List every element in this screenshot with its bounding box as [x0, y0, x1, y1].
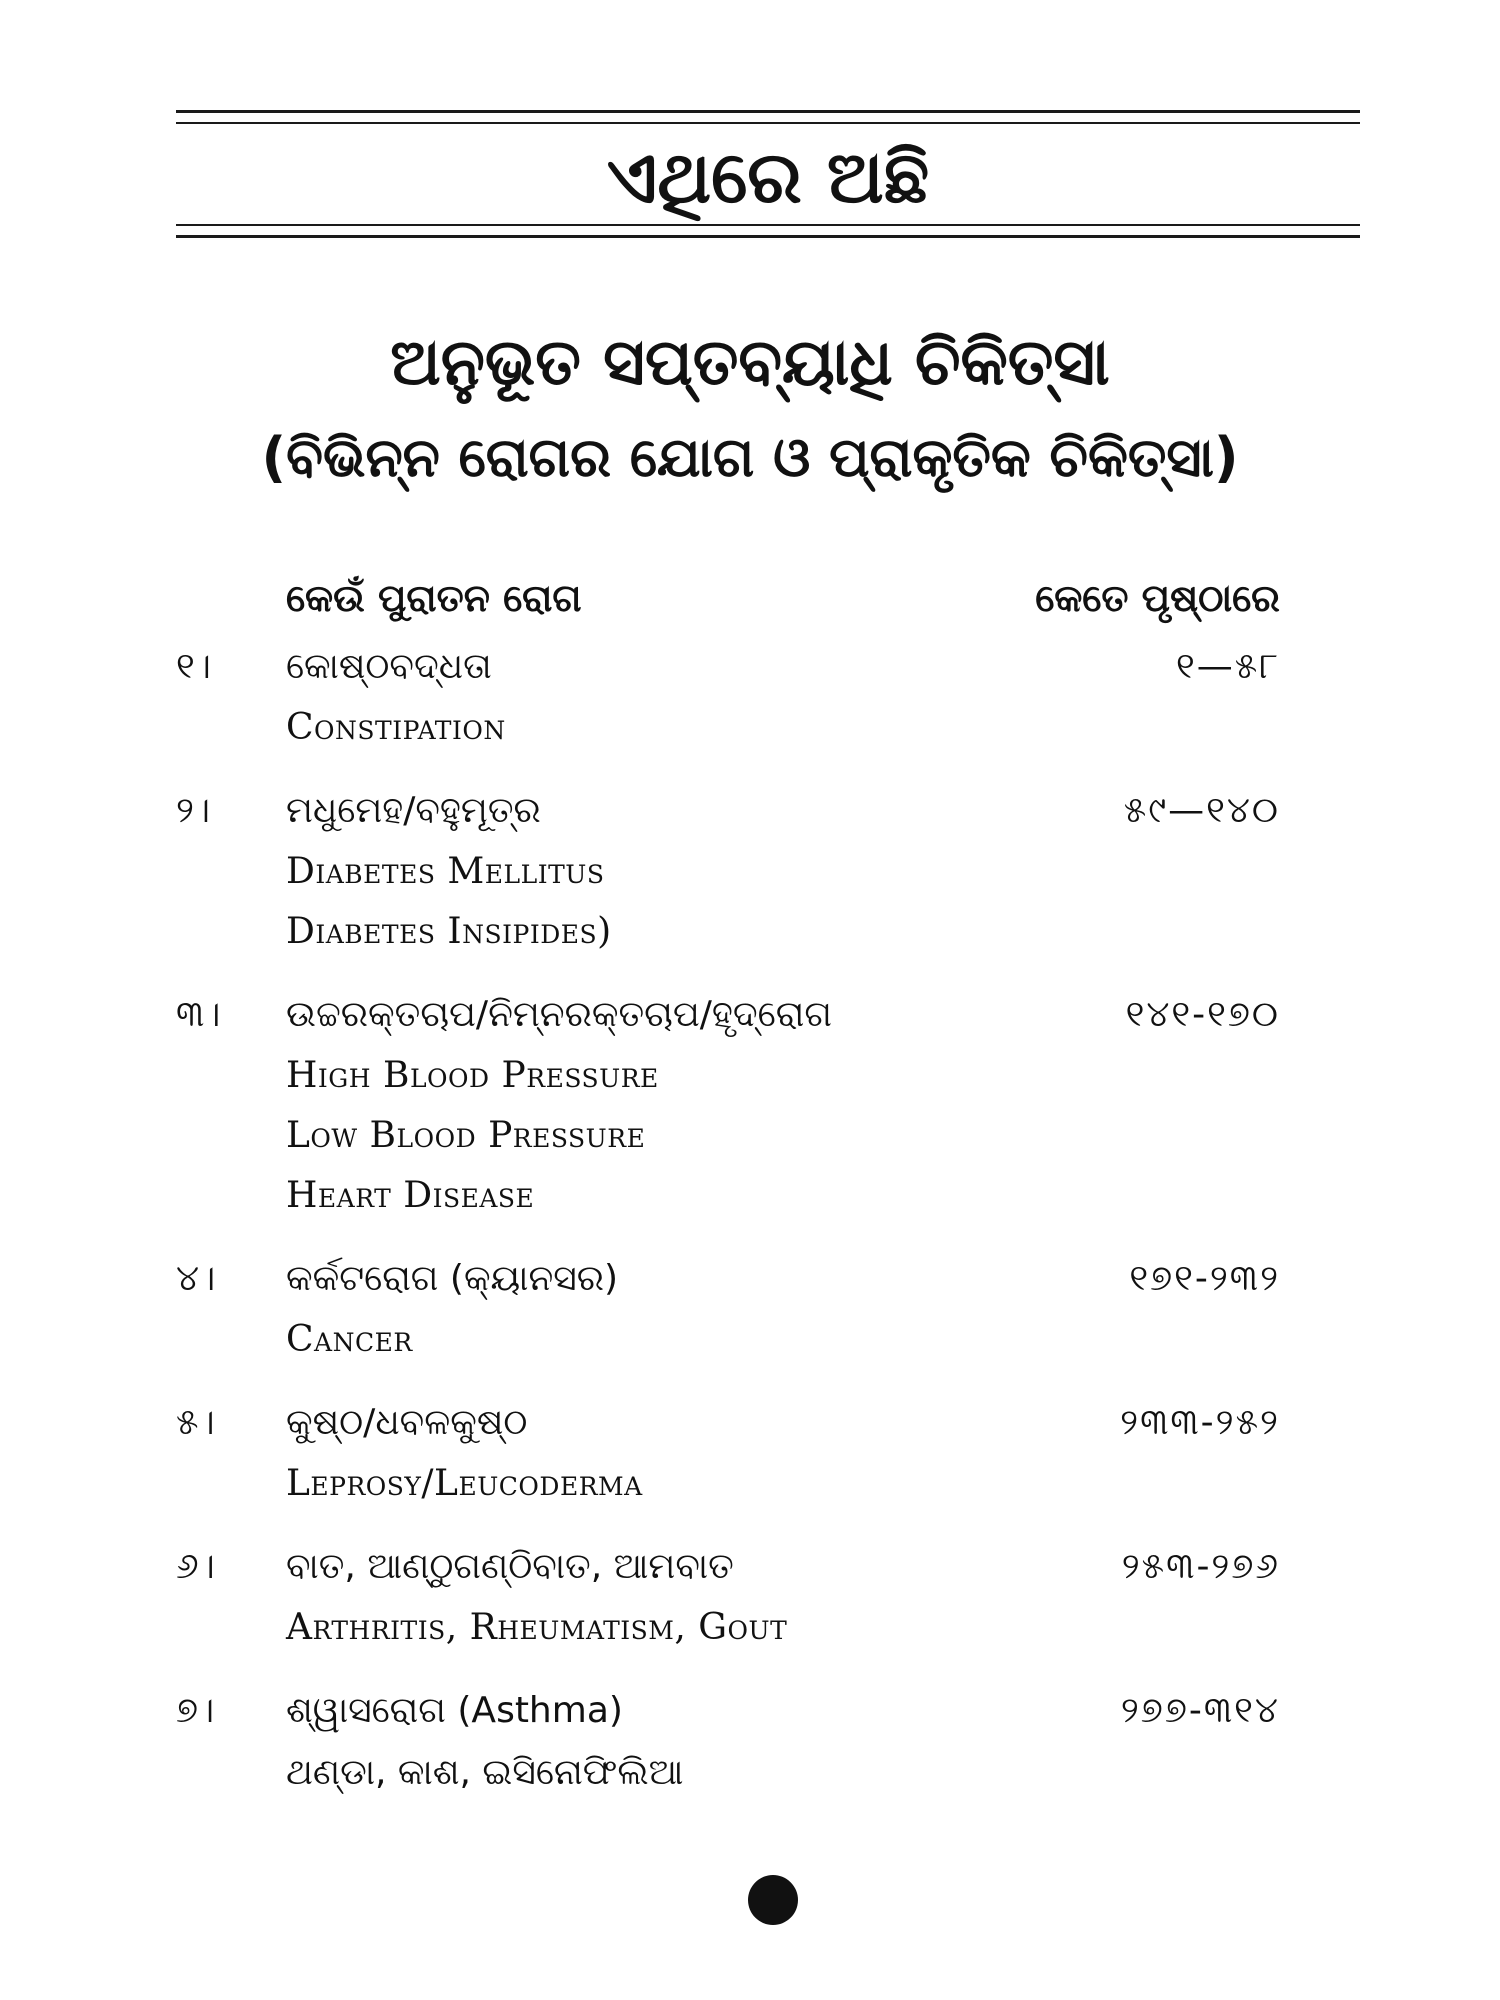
entry-number: ୧। [176, 646, 211, 687]
entry-number: ୭। [176, 1690, 215, 1731]
rule-line [176, 224, 1360, 226]
toc-entry-7 [176, 1680, 1280, 1804]
entry-pages: ୨୭୭-୩୧୪ [1120, 1690, 1280, 1731]
entry-number: ୪। [176, 1258, 216, 1299]
entry-odia-name: କୁଷ୍ଠ/ଧବଳକୁଷ୍ଠ [286, 1402, 528, 1443]
entry-number: ୩। [176, 994, 221, 1035]
entry-pages: ୧୪୧-୧୭୦ [1125, 994, 1280, 1035]
toc-entry-1 [176, 636, 1280, 758]
entry-odia-name: ଉଚ୍ଚରକ୍ତଚାପ/ନିମ୍ନରକ୍ତଚାପ/ହୃଦ୍‌ରୋଗ [286, 994, 832, 1035]
entry-pages: ୫୯—୧୪୦ [1123, 790, 1280, 831]
entry-number: ୫। [176, 1402, 215, 1443]
entry-odia-name: ଶ୍ୱାସରୋଗ (Asthma) [286, 1690, 623, 1731]
entry-number: ୨। [176, 790, 211, 831]
entry-pages: ୧୭୧-୨୩୨ [1129, 1258, 1280, 1299]
entry-pages: ୨୫୩-୨୭୬ [1121, 1546, 1280, 1587]
entry-odia-name: ବାତ, ଆଣ୍ଠୁଗଣ୍ଠିବାତ, ଆମବାତ [286, 1546, 734, 1587]
rule-line [176, 235, 1360, 238]
entry-english-name: Low Blood Pressure [286, 1115, 646, 1156]
toc-entry-6 [176, 1536, 1280, 1658]
entry-odia-name: କର୍କଟରୋଗ (କ୍ୟାନସର) [286, 1258, 619, 1299]
entry-english-name: Arthritis, Rheumatism, Gout [286, 1607, 788, 1648]
entry-english-name: Heart Disease [286, 1175, 535, 1216]
pages-column-header: କେତେ ପୃଷ୍ଠାରେ [1035, 576, 1280, 620]
entry-english-name: Constipation [286, 707, 506, 748]
entry-number: ୬। [176, 1546, 215, 1587]
entry-sub-name: ଥଣ୍ଡା, କାଶ, ଇସିନୋଫିଲିଆ [286, 1752, 684, 1793]
entry-english-name: Diabetes Insipides) [286, 911, 612, 952]
bottom-double-rule [176, 224, 1360, 238]
toc-entry-3 [176, 984, 1280, 1226]
rule-line [176, 122, 1360, 124]
entry-pages: ୨୩୩-୨୫୨ [1120, 1402, 1280, 1443]
disease-column-header: କେଉଁ ପୁରାତନ ରୋଗ [286, 576, 582, 620]
entry-odia-name: ମଧୁମେହ/ବହୁମୂତ୍ର [286, 790, 541, 831]
book-subtitle: (ବିଭିନ୍ନ ରୋଗର ଯୋଗ ଓ ପ୍ରାକୃତିକ ଚିକିତ୍ସା) [261, 426, 1239, 489]
toc-entry-2 [176, 780, 1280, 962]
rule-line [176, 110, 1360, 113]
entry-english-name: Leprosy/Leucoderma [286, 1463, 643, 1504]
toc-entry-4 [176, 1248, 1280, 1370]
table-of-contents [176, 636, 1280, 1826]
entry-odia-name: କୋଷ୍ଠବଦ୍ଧତା [286, 646, 492, 687]
toc-entry-5 [176, 1392, 1280, 1514]
entry-english-name: Diabetes Mellitus [286, 851, 605, 892]
book-title: ଅନୁଭୂତ ସପ୍ତବ୍ୟାଧି ଚିକିତ୍ସା [390, 326, 1110, 400]
entry-english-name: High Blood Pressure [286, 1055, 659, 1096]
top-double-rule [176, 110, 1360, 124]
page-bullet-dot [748, 1875, 798, 1925]
entry-pages: ୧—୫୮ [1175, 646, 1280, 687]
entry-english-name: Cancer [286, 1319, 413, 1360]
contents-heading: ଏଥିରେ ଅଛି [606, 135, 930, 219]
